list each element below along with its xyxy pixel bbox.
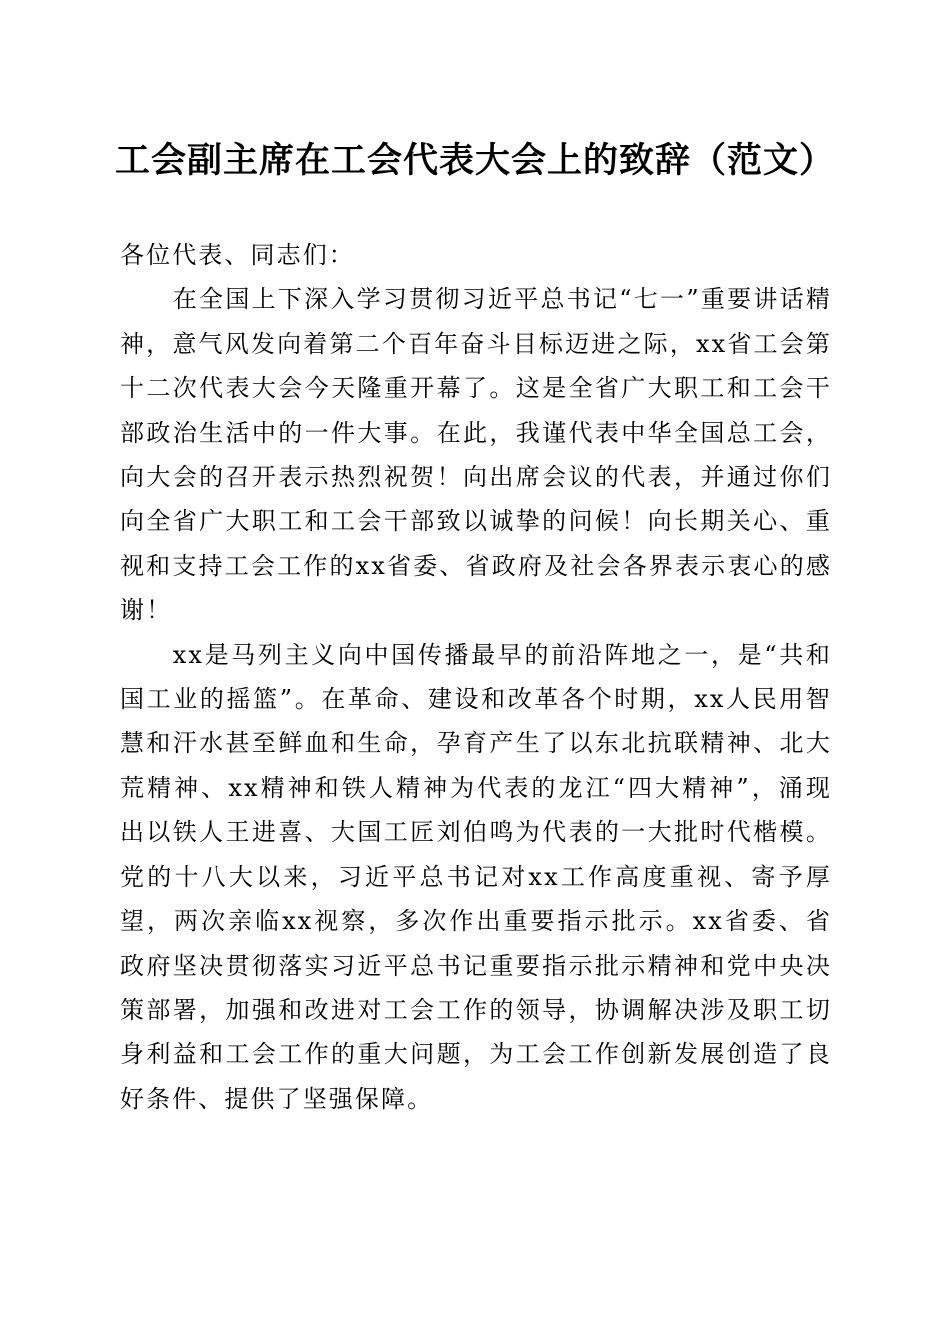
salutation: 各位代表、同志们：	[120, 241, 355, 269]
paragraph-1: 在全国上下深入学习贯彻习近平总书记“七一”重要讲话精神，意气风发向着第二个百年奋斗目标迈进之际，xx省工会第十二次代表大会今天隆重开幕了。这是全省广大职工和工会干部政治生活中的一件大事。在此，我谨代表中华全国总工会，向大会的召开表示热烈祝贺！向出席会议的代表，并通过你们向全省广大职工和工会干部致以诚挚的问候！向长期关心、重视和支持工会工作的xx省委、省政府及社会各界表示衷心的感谢！	[120, 285, 832, 625]
paragraph-2: xx是马列主义向中国传播最早的前沿阵地之一，是“共和国工业的摇篮”。在革命、建设和改革各个时期，xx人民用智慧和汗水甚至鲜血和生命，孕育产生了以东北抗联精神、北大荒精神、xx精神和铁人精神为代表的龙江“四大精神”，涌现出以铁人王进喜、大国工匠刘伯鸣为代表的一大批时代楷模。党的十八大以来，习近平总书记对xx工作高度重视、寄予厚望，两次亲临xx视察，多次作出重要指示批示。xx省委、省政府坚决贯彻落实习近平总书记重要指示批示精神和党中央决策部署，加强和改进对工会工作的领导，协调解决涉及职工切身利益和工会工作的重大问题，为工会工作创新发展创造了良好条件、提供了坚强保障。	[120, 640, 832, 1113]
document-body	[120, 233, 832, 1121]
document-title: 工会副主席在工会代表大会上的致辞（范文）	[114, 140, 835, 181]
